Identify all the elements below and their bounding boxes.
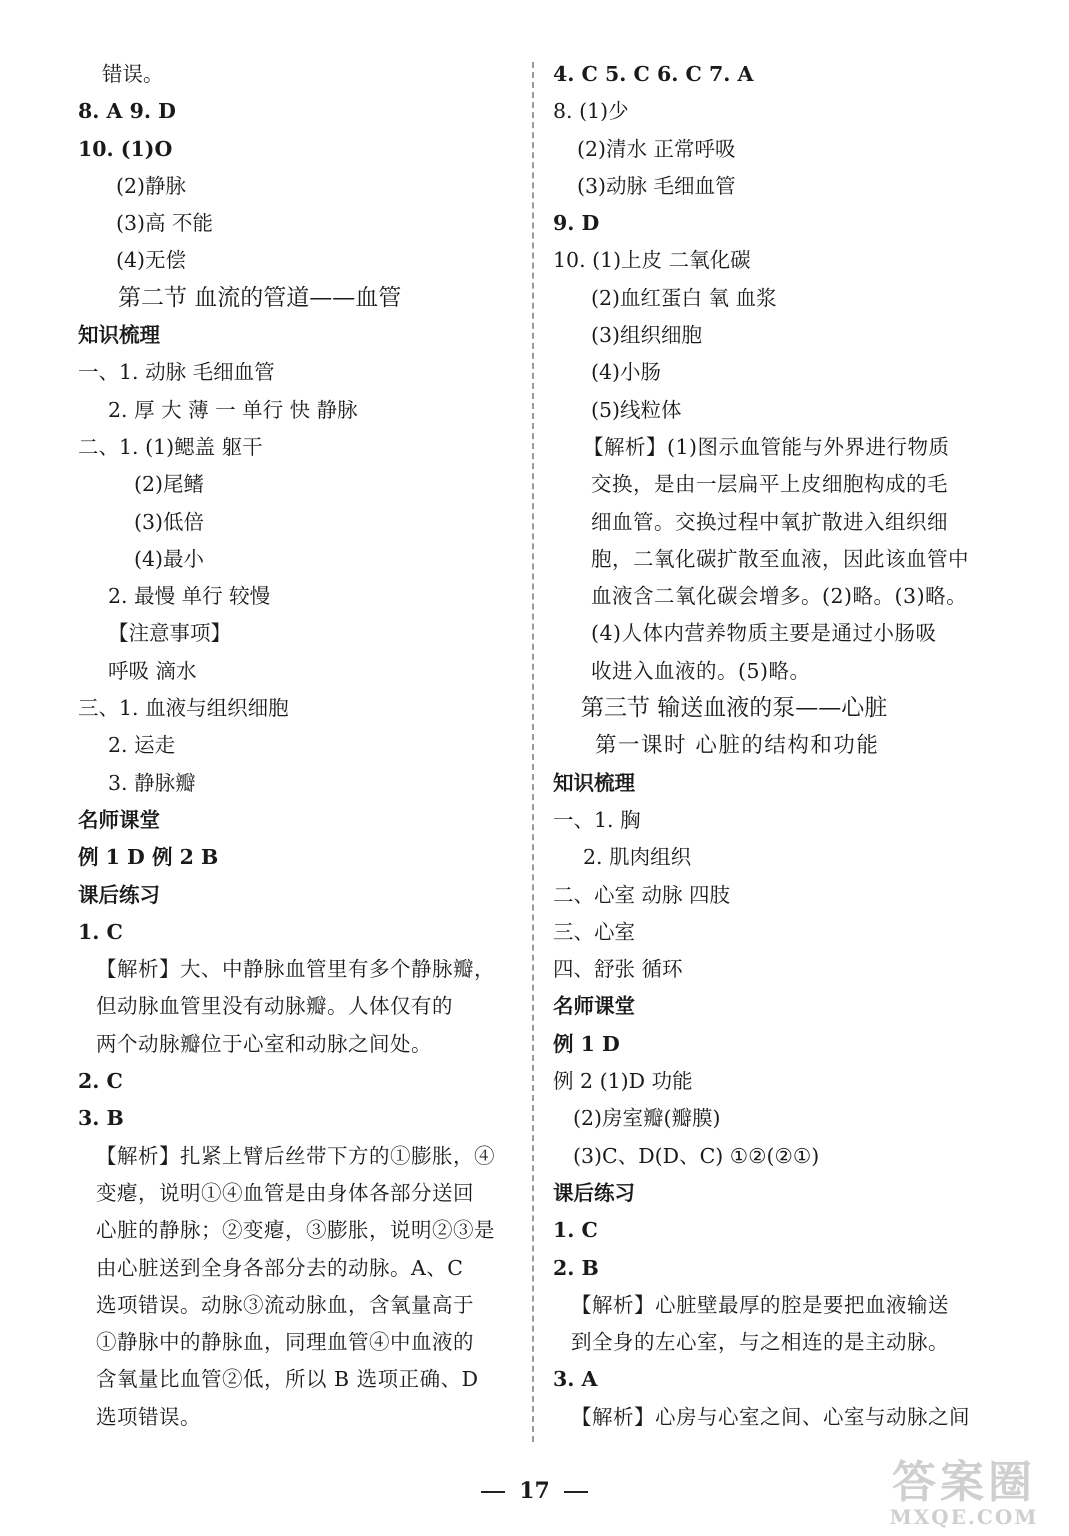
right-column-line: 四、舒张 循环	[553, 957, 683, 982]
left-column-line: 选项错误。	[96, 1404, 201, 1429]
left-column-line: 呼吸 滴水	[108, 658, 197, 683]
right-column-line: (2)房室瓣(瓣膜)	[573, 1106, 721, 1131]
left-column	[78, 56, 518, 1436]
right-column-line: 【解析】心脏壁最厚的腔是要把血液输送	[571, 1292, 949, 1317]
right-column-line: 2. B	[553, 1255, 599, 1280]
right-column-line: 细血管。交换过程中氧扩散进入组织细	[591, 509, 948, 534]
left-column-line: 一、1. 动脉 毛细血管	[78, 360, 275, 385]
left-column-line: 2. 最慢 单行 较慢	[108, 584, 271, 609]
right-column-line: 到全身的左心室，与之相连的是主动脉。	[571, 1330, 949, 1355]
right-column-line: 收进入血液的。(5)略。	[591, 658, 811, 683]
left-column-line: 例 1 D 例 2 B	[78, 845, 219, 870]
left-column-line: 2. 厚 大 薄 一 单行 快 静脉	[108, 397, 358, 422]
right-column-line: (4)人体内营养物质主要是通过小肠吸	[591, 621, 937, 646]
left-column-line: (2)尾鳍	[134, 472, 205, 497]
right-column-line: (3)C、D(D、C) ①②(②①)	[573, 1143, 820, 1168]
left-column-line: (4)无偿	[116, 248, 187, 273]
left-column-line: 【解析】扎紧上臂后丝带下方的①膨胀，④	[96, 1143, 495, 1168]
right-column-line: 【解析】(1)图示血管能与外界进行物质	[583, 434, 950, 459]
left-column-line: 选项错误。动脉③流动脉血，含氧量高于	[96, 1292, 474, 1317]
right-column-line: (2)清水 正常呼吸	[577, 136, 736, 161]
right-column-line: 4. C 5. C 6. C 7. A	[553, 62, 754, 86]
left-column-line: (3)高 不能	[116, 211, 214, 236]
watermark-line2: MXQE.COM	[889, 1505, 1039, 1529]
left-column-line: 【解析】大、中静脉血管里有多个静脉瓣，	[96, 957, 495, 982]
right-column-line: 例 2 (1)D 功能	[553, 1069, 693, 1094]
right-column-line: 3. A	[553, 1367, 598, 1392]
right-column-line: (3)动脉 毛细血管	[577, 173, 736, 198]
right-column-line: 第三节 输送血液的泵——心脏	[581, 695, 888, 722]
left-column-line: (3)低倍	[134, 509, 205, 534]
left-column-line: 3. 静脉瓣	[108, 770, 196, 795]
watermark-line1: 答案圈	[892, 1457, 1036, 1508]
left-column-line: 知识梳理	[78, 323, 160, 348]
right-column-line: 【解析】心房与心室之间、心室与动脉之间	[571, 1404, 970, 1429]
left-column-line: 含氧量比血管②低，所以 B 选项正确、D	[96, 1367, 479, 1392]
left-column-line: ①静脉中的静脉血，同理血管④中血液的	[96, 1330, 474, 1355]
right-column-line: (3)组织细胞	[591, 323, 703, 348]
right-column-line: 第一课时 心脏的结构和功能	[595, 733, 880, 759]
left-column-line: 心脏的静脉；②变瘪，③膨胀，说明②③是	[96, 1218, 495, 1243]
left-column-line: 名师课堂	[78, 807, 160, 832]
right-column-line: 2. 肌肉组织	[583, 845, 692, 870]
left-column-line: (4)最小	[134, 546, 205, 571]
right-column-line: 三、心室	[553, 919, 635, 944]
left-column-line: 二、1. (1)鳃盖 躯干	[78, 434, 263, 459]
left-column-line: 变瘪，说明①④血管是由身体各部分送回	[96, 1180, 474, 1205]
right-column-line: 8. (1)少	[553, 99, 629, 124]
right-column-line: 9. D	[553, 211, 600, 236]
column-divider	[532, 62, 534, 1442]
left-column-line: 由心脏送到全身各部分去的动脉。A、C	[96, 1255, 464, 1280]
left-column-line: 【注意事项】	[108, 621, 231, 646]
right-column-line: 血液含二氧化碳会增多。(2)略。(3)略。	[591, 584, 968, 609]
right-column-line: (5)线粒体	[591, 397, 682, 422]
left-column-line: 第二节 血流的管道——血管	[118, 284, 402, 311]
left-column-line: 8. A 9. D	[78, 99, 176, 124]
left-column-line: 10. (1)O	[78, 136, 173, 161]
right-column-line: 例 1 D	[553, 1031, 620, 1056]
left-column-line: 2. C	[78, 1069, 123, 1094]
right-column-line: 10. (1)上皮 二氧化碳	[553, 248, 751, 273]
left-column-line: 错误。	[102, 62, 164, 86]
right-column-line: (2)血红蛋白 氧 血浆	[591, 285, 777, 310]
right-column-line: 一、1. 胸	[553, 807, 641, 832]
left-column-line: 课后练习	[78, 882, 160, 907]
left-column-line: 3. B	[78, 1106, 124, 1131]
left-column-line: 1. C	[78, 919, 123, 944]
watermark-logo	[869, 1457, 1059, 1530]
right-column	[553, 56, 993, 1436]
right-column-line: 交换，是由一层扁平上皮细胞构成的毛	[591, 472, 948, 497]
right-column-line: 1. C	[553, 1218, 598, 1243]
left-column-line: (2)静脉	[116, 173, 187, 198]
footer-dash-left	[481, 1491, 505, 1493]
right-column-line: 胞，二氧化碳扩散至血液，因此该血管中	[591, 546, 969, 571]
page-number: 17	[519, 1478, 550, 1504]
right-column-line: 二、心室 动脉 四肢	[553, 882, 731, 907]
left-column-line: 但动脉血管里没有动脉瓣。人体仅有的	[96, 994, 453, 1019]
footer-dash-right	[564, 1491, 588, 1493]
right-column-line: 知识梳理	[553, 770, 635, 795]
right-column-line: 课后练习	[553, 1180, 635, 1205]
left-column-line: 两个动脉瓣位于心室和动脉之间处。	[96, 1031, 432, 1056]
left-column-line: 2. 运走	[108, 733, 176, 758]
left-column-line: 三、1. 血液与组织细胞	[78, 696, 289, 721]
right-column-line: 名师课堂	[553, 994, 635, 1019]
right-column-line: (4)小肠	[591, 360, 662, 385]
